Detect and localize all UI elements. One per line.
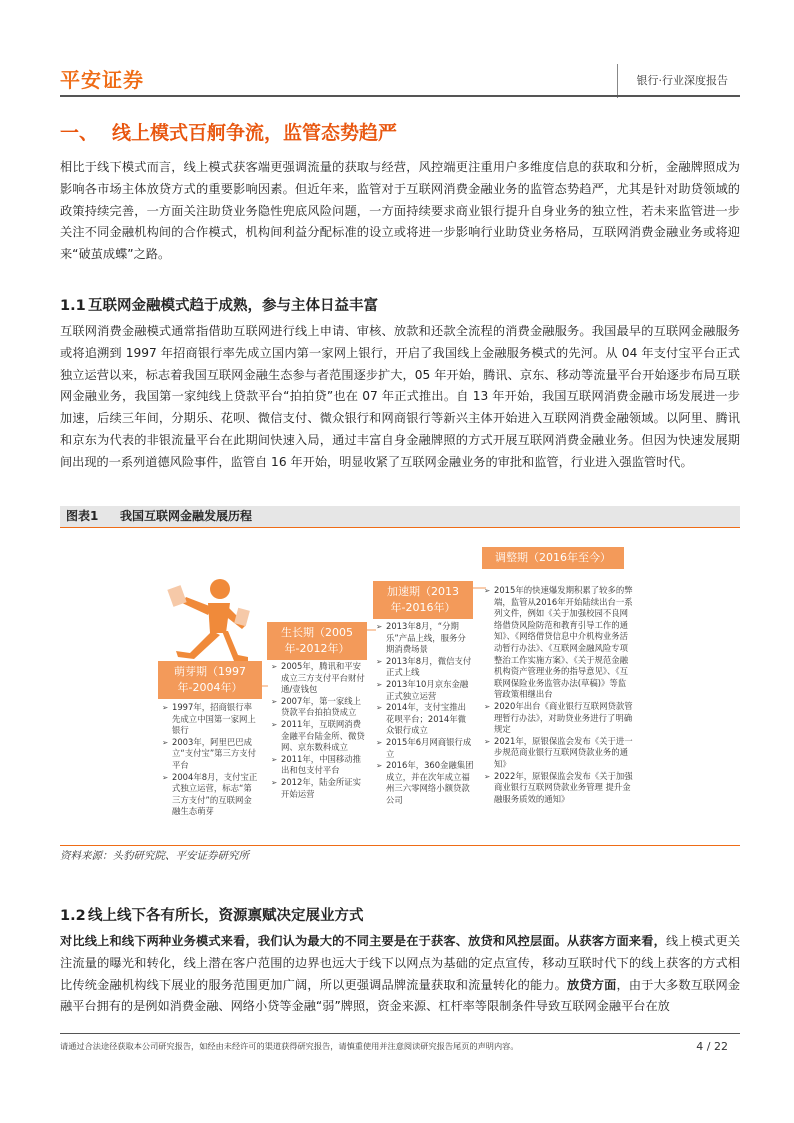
- stage-label-growth: 生长期（2005年-2012年）: [267, 622, 367, 660]
- list-item: ➢ 2007年，第一家线上贷款平台拍拍贷成立: [271, 696, 367, 719]
- report-type: 银行·行业深度报告: [636, 74, 728, 87]
- bold-lead: 对比线上和线下两种业务模式来看，我们认为最大的不同主要是在于获客、放贷和风控层面。从获客方面来看，: [60, 934, 666, 948]
- figure-source: 资料来源：头豹研究院、平安证券研究所: [60, 845, 740, 863]
- subsection-heading-1-1: [60, 294, 378, 315]
- page-number: 4 / 22: [696, 1040, 728, 1053]
- list-item: ➢ 2015年6月网商银行成立: [376, 737, 474, 760]
- stage-list-growth: [271, 661, 367, 800]
- list-item: ➢ 2022年，原银保监会发布《关于加强商业银行互联网贷款业务管理 提升金融服务质效的通知》: [484, 771, 634, 806]
- subsection-title: 互联网金融模式趋于成熟，参与主体日益丰富: [88, 298, 378, 314]
- list-item: ➢ 2016年，360金融集团成立，并在次年成立福州三六零网络小额贷款公司: [376, 760, 474, 806]
- subsection-number: 1.2: [60, 908, 86, 924]
- list-item: ➢ 2020年出台《商业银行互联网贷款管理暂行办法》，对助贷业务进行了明确规定: [484, 701, 634, 736]
- list-item: ➢ 2011年，互联网消费金融平台陆金所、微贷网、京东数科成立: [271, 719, 367, 754]
- section-number: 一、: [60, 122, 99, 144]
- list-item: ➢ 2004年8月，支付宝正式独立运营，标志“第三方支付”的互联网金融生态萌芽: [162, 772, 258, 818]
- intro-paragraph: 相比于线下模式而言，线上模式获客端更强调流量的获取与经营，风控端更注重用户多维度信息的获取和分析，金融牌照成为影响各市场主体放贷方式的重要影响因素。但近年来，监管对于互联网消费金融业务的监管态势趋严，尤其是针对助贷领域的政策持续完善，一方面关注助贷业务隐性兜底风险问题，一方面持续要求商业银行提升自身业务的独立性，若未来监管进一步关注不同金融机构间的合作模式，机构间利益分配标准的设立或将进一步影响行业助贷业务格局，互联网消费金融业务或将迎来“破茧成蝶”之路。: [60, 160, 740, 262]
- list-item: ➢ 2012年，陆金所证实开始运营: [271, 777, 367, 800]
- body-paragraph: [60, 931, 740, 1018]
- stage-label-adjustment: 调整期（2016年至今）: [482, 547, 624, 569]
- list-item: ➢ 2013年10月京东金融正式独立运营: [376, 679, 474, 702]
- stage-list-budding: [162, 702, 258, 818]
- brand-logo: 平安证券: [60, 68, 144, 92]
- list-item: ➢ 2015年的快速爆发期积累了较多的弊端，监管从2016年开始陆续出台一系列文件，例如《关于加强校园不良网络借贷风险防范和教育引导工作的通知》、《网络借贷信息中介机构业务活动暂行办法》、《互联网金融风险专项整治工作实施方案》、《关于规范金融机构资产管理业务的指导意见》、《互联网保险业务监管办法(草稿)》等监管政策相继出台: [484, 585, 634, 701]
- bold-lead: 放贷方面: [567, 977, 617, 992]
- list-item: ➢ 2013年8月，“分期乐”产品上线，服务分期消费场景: [376, 621, 474, 656]
- header-rule: [60, 95, 740, 97]
- list-item: ➢ 2013年8月，微信支付正式上线: [376, 656, 474, 679]
- list-item: ➢ 2014年，支付宝推出花呗平台；2014年微众银行成立: [376, 702, 474, 737]
- subsection-heading-1-2: [60, 904, 364, 925]
- subsection-number: 1.1: [60, 298, 86, 314]
- subsection-title: 线上线下各有所长，资源禀赋决定展业方式: [88, 908, 364, 924]
- footer-rule: [60, 1033, 740, 1034]
- list-item: ➢ 2005年，腾讯和平安成立三方支付平台财付通/壹钱包: [271, 661, 367, 696]
- stage-list-acceleration: [376, 621, 474, 807]
- list-item: ➢ 2021年，原银保监会发布《关于进一步规范商业银行互联网贷款业务的通知》: [484, 736, 634, 771]
- figure-title: 我国互联网金融发展历程: [120, 509, 253, 523]
- section-heading: [60, 118, 397, 145]
- figure-label: 图表1: [66, 509, 99, 523]
- stage-list-adjustment: [484, 585, 634, 805]
- list-item: ➢ 2011年，中国移动推出和包支付平台: [271, 754, 367, 777]
- stage-label-budding: 萌芽期（1997年-2004年）: [158, 661, 262, 699]
- section-title: 线上模式百舸争流，监管态势趋严: [112, 122, 398, 144]
- stage-label-acceleration: 加速期（2013年-2016年）: [373, 581, 473, 619]
- paragraph-text: ，由于大多数互联网金融平台拥有的是例如消费金融、网络小贷等金融“弱”牌照，资金来源、杠杆率等限制条件导致互联网金融平台在放: [60, 977, 741, 1014]
- header-divider: [617, 64, 618, 98]
- list-item: ➢ 1997年，招商银行率先成立中国第一家网上银行: [162, 702, 258, 737]
- list-item: ➢ 2003年，阿里巴巴成立“支付宝”第三方支付平台: [162, 737, 258, 772]
- paragraph-text: 线上模式更关注流量的曝光和转化，线上潜在客户范围的边界也远大于线下以网点为基础的定点宣传，移动互联时代下的线上获客的方式相比传统金融机构线下展业的服务范围更加广阔，所以更强调品牌流量获取和流量转化的能力。: [60, 934, 741, 992]
- footer-disclaimer: 请通过合法途径获取本公司研究报告，如经由未经许可的渠道获得研究报告，请慎重使用并注意阅读研究报告尾页的声明内容。: [60, 1041, 519, 1051]
- body-paragraph: 互联网消费金融模式通常指借助互联网进行线上申请、审核、放款和还款全流程的消费金融服务。我国最早的互联网金融服务或将追溯到 1997 年招商银行率先成立国内第一家网上银行，开启了我国线上金融服务模式的先河。从 04 年支付宝平台正式独立运营以来，标志着我国互联网金融生态参与者范围逐步扩大，05 年开始，腾讯、京东、移动等流量平台开始逐步布局互联网金融业务，我国第一家纯线上贷款平台“拍拍贷”也在 07 年正式推出。自 13 年开始，我国互联网消费金融市场发展进一步加速，后续三年间，分期乐、花呗、微信支付、微众银行和网商银行等新兴主体开始进入互联网消费金融领域。以阿里、腾讯和京东为代表的非银流量平台在此期间快速入局，通过丰富自身金融牌照的方式开展互联网消费金融业务。但因为快速发展期间出现的一系列道德风险事件，监管自 16 年开始，明显收紧了互联网金融业务的审批和监管，行业进入强监管时代。: [60, 324, 740, 469]
- figure-title-bar: [60, 506, 740, 528]
